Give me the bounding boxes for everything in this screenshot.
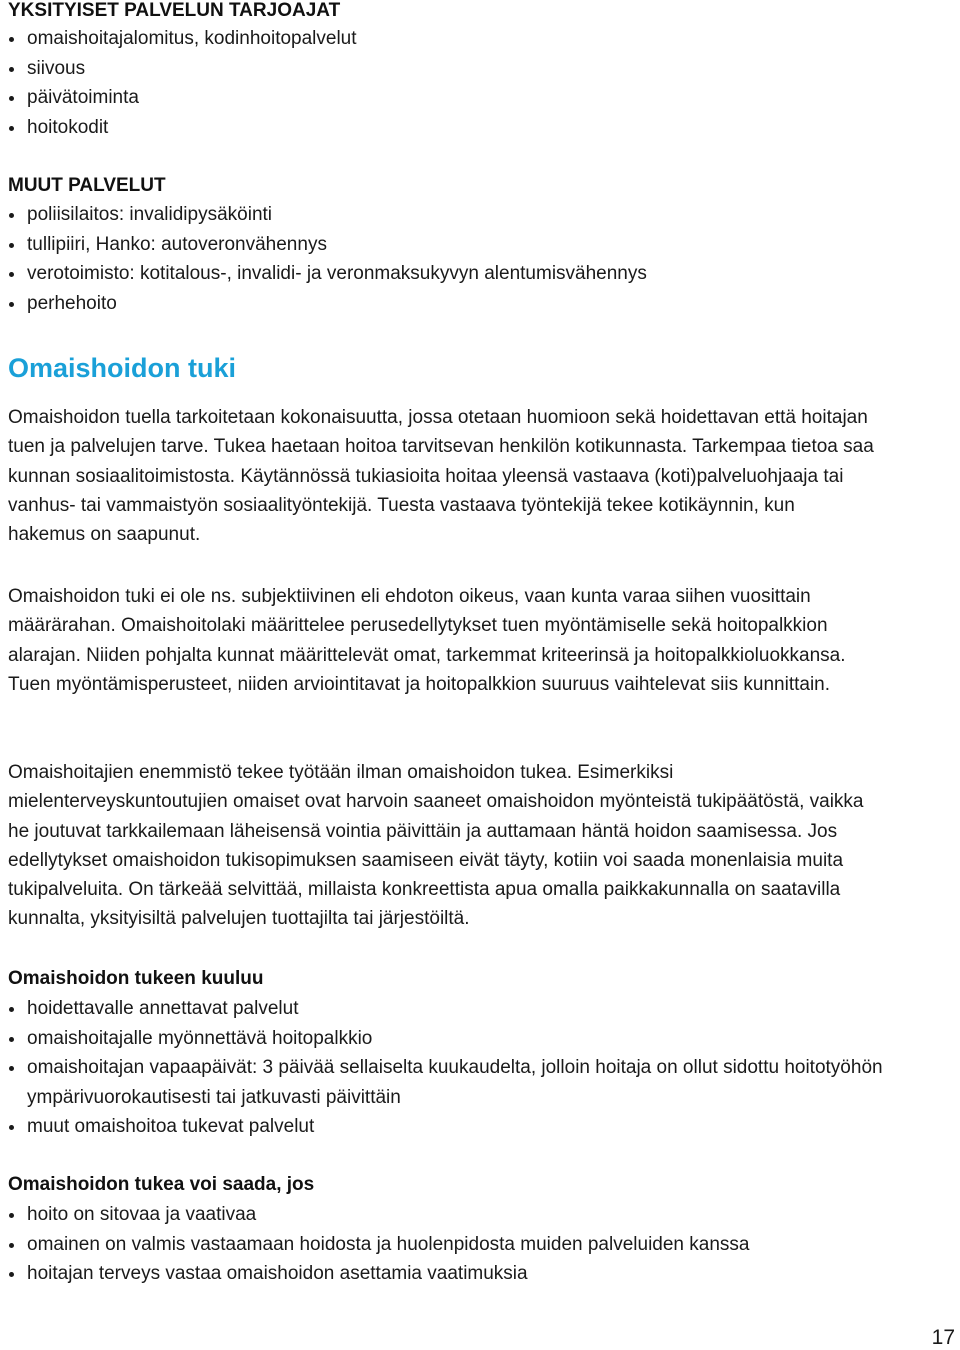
list-item: hoitokodit bbox=[8, 113, 948, 143]
list-item: poliisilaitos: invalidipysäköinti bbox=[8, 200, 948, 230]
list-item: päivätoiminta bbox=[8, 83, 948, 113]
list-item: siivous bbox=[8, 54, 948, 84]
list-item: omaishoitajan vapaapäivät: 3 päivää sellaiselta kuukaudelta, jolloin hoitaja on ollut sidottu hoitotyöhön ympärivuorokautisesti tai jatkuvasti päivittäin bbox=[8, 1053, 888, 1112]
list-item: tullipiiri, Hanko: autoveronvähennys bbox=[8, 230, 948, 260]
list-item: omainen on valmis vastaamaan hoidosta ja huolenpidosta muiden palveluiden kanssa bbox=[8, 1230, 948, 1260]
list-item: perhehoito bbox=[8, 289, 948, 319]
includes-list bbox=[8, 994, 888, 1142]
eligibility-heading: Omaishoidon tukea voi saada, jos bbox=[8, 1174, 315, 1195]
list-item: hoitajan terveys vastaa omaishoidon asettamia vaatimuksia bbox=[8, 1259, 948, 1289]
page-number: 17 bbox=[931, 1326, 955, 1349]
other-services-heading: MUUT PALVELUT bbox=[8, 175, 166, 196]
paragraph-3: Omaishoitajien enemmistö tekee työtään ilman omaishoidon tukea. Esimerkiksi mielenterveyskuntoutujien omaiset ovat harvoin saaneet omaishoidon myönteistä tukipäätöstä, vaikka he joutuvat tarkkailemaan läheisensä vointia päivittäin ja auttamaan häntä hoidon saamisessa. Jos edellytykset omaishoidon tukisopimuksen saamiseen eivät täyty, kotiin voi saada monenlaisia muita tukipalveluita. On tärkeää selvittää, millaista konkreettista apua omalla paikkakunnalla on saatavilla kunnalta, yksityisiltä palvelujen tuottajilta tai järjestöiltä. bbox=[8, 762, 864, 930]
paragraph-2: Omaishoidon tuki ei ole ns. subjektiivinen eli ehdoton oikeus, vaan kunta varaa siihen vuosittain määrärahan. Omaishoitolaki määrittelee perusedellytykset tuen myöntämiselle sekä hoitopalkkion alarajan. Niiden pohjalta kunnat määrittelevät omat, tarkemmat kriteerinsä ja hoitopalkkioluokkansa. Tuen myöntämisperusteet, niiden arviointitavat ja hoitopalkkion suuruus vaihtelevat siis kunnittain. bbox=[8, 586, 846, 695]
list-item: hoito on sitovaa ja vaativaa bbox=[8, 1200, 948, 1230]
list-item: omaishoitajalomitus, kodinhoitopalvelut bbox=[8, 24, 948, 54]
paragraph-1: Omaishoidon tuella tarkoitetaan kokonaisuutta, jossa otetaan huomioon sekä hoidettavan että hoitajan tuen ja palvelujen tarve. Tukea haetaan hoitoa tarvitsevan henkilön kotikunnasta. Tarkempaa tietoa saa kunnan sosiaalitoimistosta. Käytännössä tukiasioita hoitaa yleensä vastaava (koti)palveluohjaaja tai vanhus- tai vammaistyön sosiaalityöntekijä. Tuesta vastaava työntekijä tekee kotikäynnin, kun hakemus on saapunut. bbox=[8, 407, 874, 546]
list-item: hoidettavalle annettavat palvelut bbox=[8, 994, 888, 1024]
private-providers-list bbox=[8, 24, 948, 142]
includes-heading: Omaishoidon tukeen kuuluu bbox=[8, 968, 264, 989]
other-services-list bbox=[8, 200, 948, 318]
private-providers-heading: YKSITYISET PALVELUN TARJOAJAT bbox=[8, 0, 341, 21]
list-item: muut omaishoitoa tukevat palvelut bbox=[8, 1112, 888, 1142]
list-item: verotoimisto: kotitalous-, invalidi- ja veronmaksukyvyn alentumisvähennys bbox=[8, 259, 948, 289]
list-item: omaishoitajalle myönnettävä hoitopalkkio bbox=[8, 1024, 888, 1054]
eligibility-list bbox=[8, 1200, 948, 1289]
section-title: Omaishoidon tuki bbox=[8, 353, 237, 383]
